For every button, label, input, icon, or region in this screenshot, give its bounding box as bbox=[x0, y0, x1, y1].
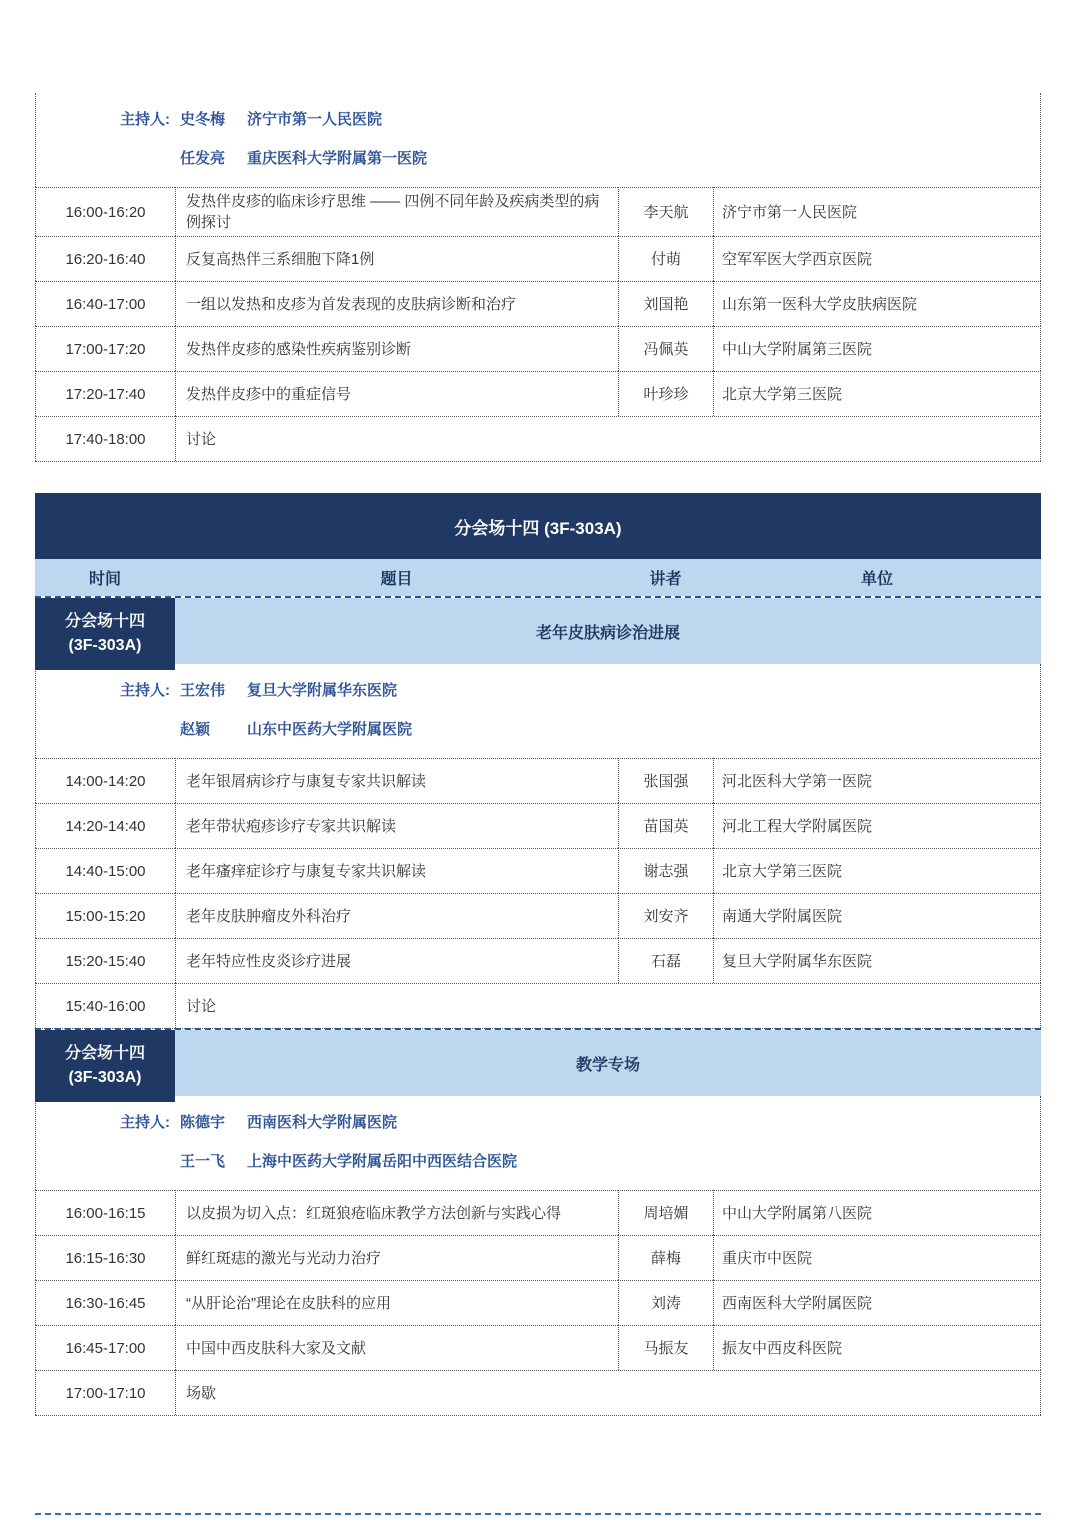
section-title: 老年皮肤病诊治进展 bbox=[175, 598, 1041, 664]
unit-cell: 济宁市第一人民医院 bbox=[713, 187, 1041, 236]
time-cell: 16:00-16:20 bbox=[35, 187, 175, 236]
session-banner-title: 分会场十四 (3F-303A) bbox=[454, 518, 622, 538]
host-label: 主持人: bbox=[120, 682, 170, 699]
speaker-cell: 张国强 bbox=[618, 758, 713, 803]
speaker-cell: 刘涛 bbox=[618, 1280, 713, 1325]
unit-cell: 西南医科大学附属医院 bbox=[713, 1280, 1041, 1325]
time-cell: 17:00-17:10 bbox=[35, 1370, 175, 1415]
schedule-row bbox=[35, 893, 1041, 938]
unit-cell: 振友中西皮科医院 bbox=[713, 1325, 1041, 1370]
next-table-top-border bbox=[35, 1513, 1041, 1515]
speaker-cell: 刘国艳 bbox=[618, 281, 713, 326]
title-cell: “从肝论治”理论在皮肤科的应用 bbox=[175, 1280, 618, 1325]
schedule-row bbox=[35, 1235, 1041, 1280]
time-cell: 17:20-17:40 bbox=[35, 371, 175, 416]
schedule-row-discussion bbox=[35, 983, 1041, 1029]
unit-cell: 复旦大学附属华东医院 bbox=[713, 938, 1041, 983]
time-cell: 17:00-17:20 bbox=[35, 326, 175, 371]
schedule-row bbox=[35, 236, 1041, 281]
speaker-cell: 马振友 bbox=[618, 1325, 713, 1370]
unit-cell: 河北工程大学附属医院 bbox=[713, 803, 1041, 848]
header-unit: 单位 bbox=[860, 571, 893, 588]
room-badge bbox=[35, 598, 175, 670]
room-badge-line1: 分会场十四 bbox=[64, 613, 145, 630]
host-name: 王宏伟 bbox=[180, 682, 226, 699]
speaker-cell: 苗国英 bbox=[618, 803, 713, 848]
title-cell: 中国中西皮肤科大家及文献 bbox=[175, 1325, 618, 1370]
host-name: 赵颖 bbox=[180, 721, 211, 738]
table-gap bbox=[35, 462, 1041, 493]
host-line bbox=[120, 678, 1040, 703]
schedule-row-break bbox=[35, 1370, 1041, 1416]
time-cell: 16:00-16:15 bbox=[35, 1190, 175, 1235]
time-cell: 16:45-17:00 bbox=[35, 1325, 175, 1370]
room-badge-line2: (3F-303A) bbox=[68, 1069, 142, 1086]
time-cell: 16:30-16:45 bbox=[35, 1280, 175, 1325]
time-cell: 16:40-17:00 bbox=[35, 281, 175, 326]
speaker-cell: 付萌 bbox=[618, 236, 713, 281]
continued-session-table bbox=[35, 93, 1041, 462]
schedule-row bbox=[35, 848, 1041, 893]
header-title: 题目 bbox=[380, 571, 413, 588]
unit-cell: 北京大学第三医院 bbox=[713, 848, 1041, 893]
host-line bbox=[120, 1110, 1040, 1135]
schedule-row bbox=[35, 1325, 1041, 1370]
title-cell: 讨论 bbox=[175, 983, 1041, 1028]
room-badge bbox=[35, 1030, 175, 1102]
schedule-row bbox=[35, 758, 1041, 803]
hosts-row bbox=[35, 93, 1041, 187]
host-unit: 复旦大学附属华东医院 bbox=[247, 682, 398, 699]
time-cell: 17:40-18:00 bbox=[35, 416, 175, 461]
header-time: 时间 bbox=[88, 571, 121, 588]
time-cell: 16:20-16:40 bbox=[35, 236, 175, 281]
unit-cell: 北京大学第三医院 bbox=[713, 371, 1041, 416]
title-cell: 老年瘙痒症诊疗与康复专家共识解读 bbox=[175, 848, 618, 893]
host-label: 主持人: bbox=[120, 111, 170, 128]
title-cell: 以皮损为切入点：红斑狼疮临床教学方法创新与实践心得 bbox=[175, 1190, 618, 1235]
host-unit: 山东中医药大学附属医院 bbox=[247, 721, 413, 738]
column-header-row bbox=[35, 559, 1041, 596]
speaker-cell: 薛梅 bbox=[618, 1235, 713, 1280]
title-cell: 老年带状疱疹诊疗专家共识解读 bbox=[175, 803, 618, 848]
section-band bbox=[35, 596, 1041, 664]
host-unit: 上海中医药大学附属岳阳中西医结合医院 bbox=[247, 1153, 518, 1170]
host-name: 任发亮 bbox=[180, 150, 226, 167]
title-cell: 发热伴皮疹的临床诊疗思维 —— 四例不同年龄及疾病类型的病例探讨 bbox=[175, 187, 618, 236]
host-label: 主持人: bbox=[120, 1114, 170, 1131]
time-cell: 15:20-15:40 bbox=[35, 938, 175, 983]
session-banner bbox=[35, 493, 1041, 559]
schedule-row-discussion bbox=[35, 416, 1041, 461]
title-cell: 一组以发热和皮疹为首发表现的皮肤病诊断和治疗 bbox=[175, 281, 618, 326]
title-cell: 鲜红斑痣的激光与光动力治疗 bbox=[175, 1235, 618, 1280]
title-cell: 讨论 bbox=[175, 416, 1041, 461]
page-top-margin bbox=[35, 0, 1041, 93]
speaker-cell: 刘安齐 bbox=[618, 893, 713, 938]
speaker-cell: 叶珍珍 bbox=[618, 371, 713, 416]
time-cell: 14:00-14:20 bbox=[35, 758, 175, 803]
hosts-row bbox=[35, 1096, 1041, 1190]
schedule-row bbox=[35, 1280, 1041, 1325]
host-unit: 西南医科大学附属医院 bbox=[247, 1114, 398, 1131]
title-cell: 老年皮肤肿瘤皮外科治疗 bbox=[175, 893, 618, 938]
time-cell: 14:40-15:00 bbox=[35, 848, 175, 893]
speaker-cell: 冯佩英 bbox=[618, 326, 713, 371]
schedule-row bbox=[35, 187, 1041, 236]
host-name: 陈德宇 bbox=[180, 1114, 226, 1131]
speaker-cell: 谢志强 bbox=[618, 848, 713, 893]
speaker-cell: 李天航 bbox=[618, 187, 713, 236]
host-unit: 重庆医科大学附属第一医院 bbox=[247, 150, 428, 167]
title-cell: 老年银屑病诊疗与康复专家共识解读 bbox=[175, 758, 618, 803]
host-line bbox=[120, 146, 1040, 171]
unit-cell: 南通大学附属医院 bbox=[713, 893, 1041, 938]
title-cell: 反复高热伴三系细胞下降1例 bbox=[175, 236, 618, 281]
speaker-cell: 石磊 bbox=[618, 938, 713, 983]
title-cell: 场歇 bbox=[175, 1370, 1041, 1415]
speaker-cell: 周培媚 bbox=[618, 1190, 713, 1235]
unit-cell: 河北医科大学第一医院 bbox=[713, 758, 1041, 803]
session-14-table bbox=[35, 596, 1041, 1416]
schedule-row bbox=[35, 326, 1041, 371]
title-cell: 老年特应性皮炎诊疗进展 bbox=[175, 938, 618, 983]
time-cell: 15:40-16:00 bbox=[35, 983, 175, 1028]
time-cell: 15:00-15:20 bbox=[35, 893, 175, 938]
unit-cell: 中山大学附属第三医院 bbox=[713, 326, 1041, 371]
schedule-row bbox=[35, 938, 1041, 983]
host-name: 史冬梅 bbox=[180, 111, 226, 128]
room-badge-line2: (3F-303A) bbox=[68, 637, 142, 654]
schedule-row bbox=[35, 1190, 1041, 1235]
program-page bbox=[35, 0, 1041, 1416]
schedule-row bbox=[35, 371, 1041, 416]
time-cell: 16:15-16:30 bbox=[35, 1235, 175, 1280]
schedule-row bbox=[35, 803, 1041, 848]
header-speaker: 讲者 bbox=[649, 571, 682, 588]
time-cell: 14:20-14:40 bbox=[35, 803, 175, 848]
schedule-row bbox=[35, 281, 1041, 326]
host-name: 王一飞 bbox=[180, 1153, 226, 1170]
unit-cell: 重庆市中医院 bbox=[713, 1235, 1041, 1280]
title-cell: 发热伴皮疹的感染性疾病鉴别诊断 bbox=[175, 326, 618, 371]
hosts-row bbox=[35, 664, 1041, 758]
host-line bbox=[120, 107, 1040, 132]
unit-cell: 中山大学附属第八医院 bbox=[713, 1190, 1041, 1235]
section-band bbox=[35, 1028, 1041, 1096]
unit-cell: 空军军医大学西京医院 bbox=[713, 236, 1041, 281]
room-badge-line1: 分会场十四 bbox=[64, 1045, 145, 1062]
unit-cell: 山东第一医科大学皮肤病医院 bbox=[713, 281, 1041, 326]
host-unit: 济宁市第一人民医院 bbox=[247, 111, 383, 128]
title-cell: 发热伴皮疹中的重症信号 bbox=[175, 371, 618, 416]
host-line bbox=[120, 1149, 1040, 1174]
host-line bbox=[120, 717, 1040, 742]
section-title: 教学专场 bbox=[175, 1030, 1041, 1096]
